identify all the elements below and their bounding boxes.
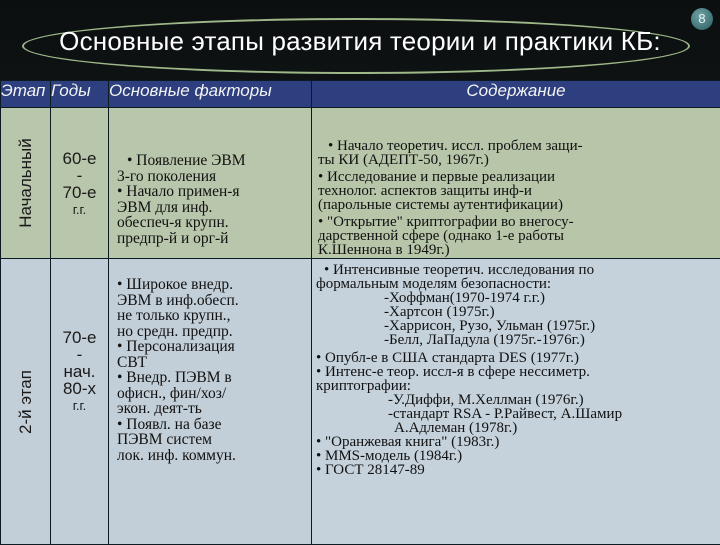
- content-line: ты КИ (АДЕПТ-50, 1967г.): [318, 153, 720, 170]
- factors-cell: [109, 108, 312, 259]
- content-line: -стандарт RSA - Р.Райвест, А.Шамир: [316, 407, 720, 421]
- content-line: -Белл, ЛаПадула (1975г.-1976г.): [316, 333, 720, 351]
- content-line: • MMS-модель (1984г.): [316, 449, 720, 463]
- factor-line: предпр-й и орг-й: [117, 231, 311, 247]
- content-line: • "Открытие" криптографии во внегосу-: [318, 215, 720, 229]
- content-list: [312, 108, 720, 257]
- factor-line: • Появление ЭВМ: [117, 153, 311, 169]
- content-line: формальным моделям безопасности:: [316, 277, 720, 291]
- factor-line: экон. деят-ть: [117, 401, 311, 417]
- years-cell: [51, 259, 109, 545]
- content-line: -Харрисон, Рузо, Ульман (1975г.): [316, 319, 720, 333]
- content-line: дарственной сфере (однако 1-е работы: [318, 229, 720, 243]
- factor-line: лок. инф. коммун.: [117, 448, 311, 464]
- stage-cell: [1, 259, 51, 545]
- factor-line: • Начало примен-я: [117, 184, 311, 200]
- content-line: К.Шеннона в 1949г.): [318, 243, 720, 257]
- content-line: • "Оранжевая книга" (1983г.): [316, 435, 720, 449]
- content-cell: [312, 108, 720, 259]
- factor-line: но средн. предпр.: [117, 324, 311, 340]
- header-content: Содержание: [312, 81, 720, 108]
- content-line: криптографии:: [316, 379, 720, 393]
- factors-list: [109, 259, 311, 463]
- content-line: • ГОСТ 28147-89: [316, 463, 720, 477]
- content-line: -Хоффман(1970-1974 г.г.): [316, 291, 720, 305]
- factor-line: СВТ: [117, 355, 311, 371]
- content-line: • Опубл-е в США стандарта DES (1977г.): [316, 351, 720, 365]
- content-line: • Начало теоретич. иссл. проблем защи-: [318, 139, 720, 153]
- factor-line: обеспеч-я крупн.: [117, 215, 311, 231]
- factor-line: ЭВМ для инф.: [117, 200, 311, 216]
- factor-line: • Внедр. ПЭВМ в: [117, 370, 311, 386]
- factor-line: • Появл. на базе: [117, 417, 311, 433]
- factor-line: офисн., фин/хоз/: [117, 386, 311, 402]
- content-line: • Интенсивные теоретич. исследования по: [316, 263, 720, 277]
- header-factors: Основные факторы: [109, 81, 312, 108]
- content-list: [312, 259, 720, 477]
- factor-line: • Широкое внедр.: [117, 277, 311, 293]
- table-header-row: [1, 81, 720, 108]
- header-years: Годы: [51, 81, 109, 108]
- factor-line: 3-го поколения: [117, 169, 311, 185]
- factor-line: ЭВМ в инф.обесп.: [117, 293, 311, 309]
- factor-line: ПЭВМ систем: [117, 432, 311, 448]
- factor-line: не только крупн.,: [117, 308, 311, 324]
- factors-cell: [109, 259, 312, 545]
- years-text: 60-е - 70-е г.г.: [51, 108, 108, 218]
- years-cell: [51, 108, 109, 259]
- content-line: • Интенс-е теор. иссл-я в сфере нессиметр.: [316, 365, 720, 379]
- page-title: Основные этапы развития теории и практики КБ:: [0, 26, 720, 57]
- table-row: [1, 259, 720, 545]
- content-line: -У.Диффи, М.Хеллман (1976г.): [316, 393, 720, 407]
- factor-line: • Персонализация: [117, 339, 311, 355]
- header-stage: Этап: [1, 81, 51, 108]
- stage-label: 2-й этап: [16, 370, 36, 434]
- factors-list: [109, 108, 311, 246]
- content-line: (парольные системы аутентификации): [318, 198, 720, 215]
- content-line: -Хартсон (1975г.): [316, 305, 720, 319]
- table-row: [1, 108, 720, 259]
- years-text: 70-е - нач. 80-х г.г.: [51, 259, 108, 414]
- stage-label: Начальный: [16, 138, 36, 228]
- content-line: А.Адлеман (1978г.): [316, 421, 720, 435]
- content-cell: [312, 259, 720, 545]
- stage-cell: [1, 108, 51, 259]
- page-number-badge: 8: [691, 8, 713, 30]
- content-line: • Исследование и первые реализации: [318, 170, 720, 184]
- content-line: технолог. аспектов защиты инф-и: [318, 184, 720, 198]
- stages-table: [0, 80, 720, 545]
